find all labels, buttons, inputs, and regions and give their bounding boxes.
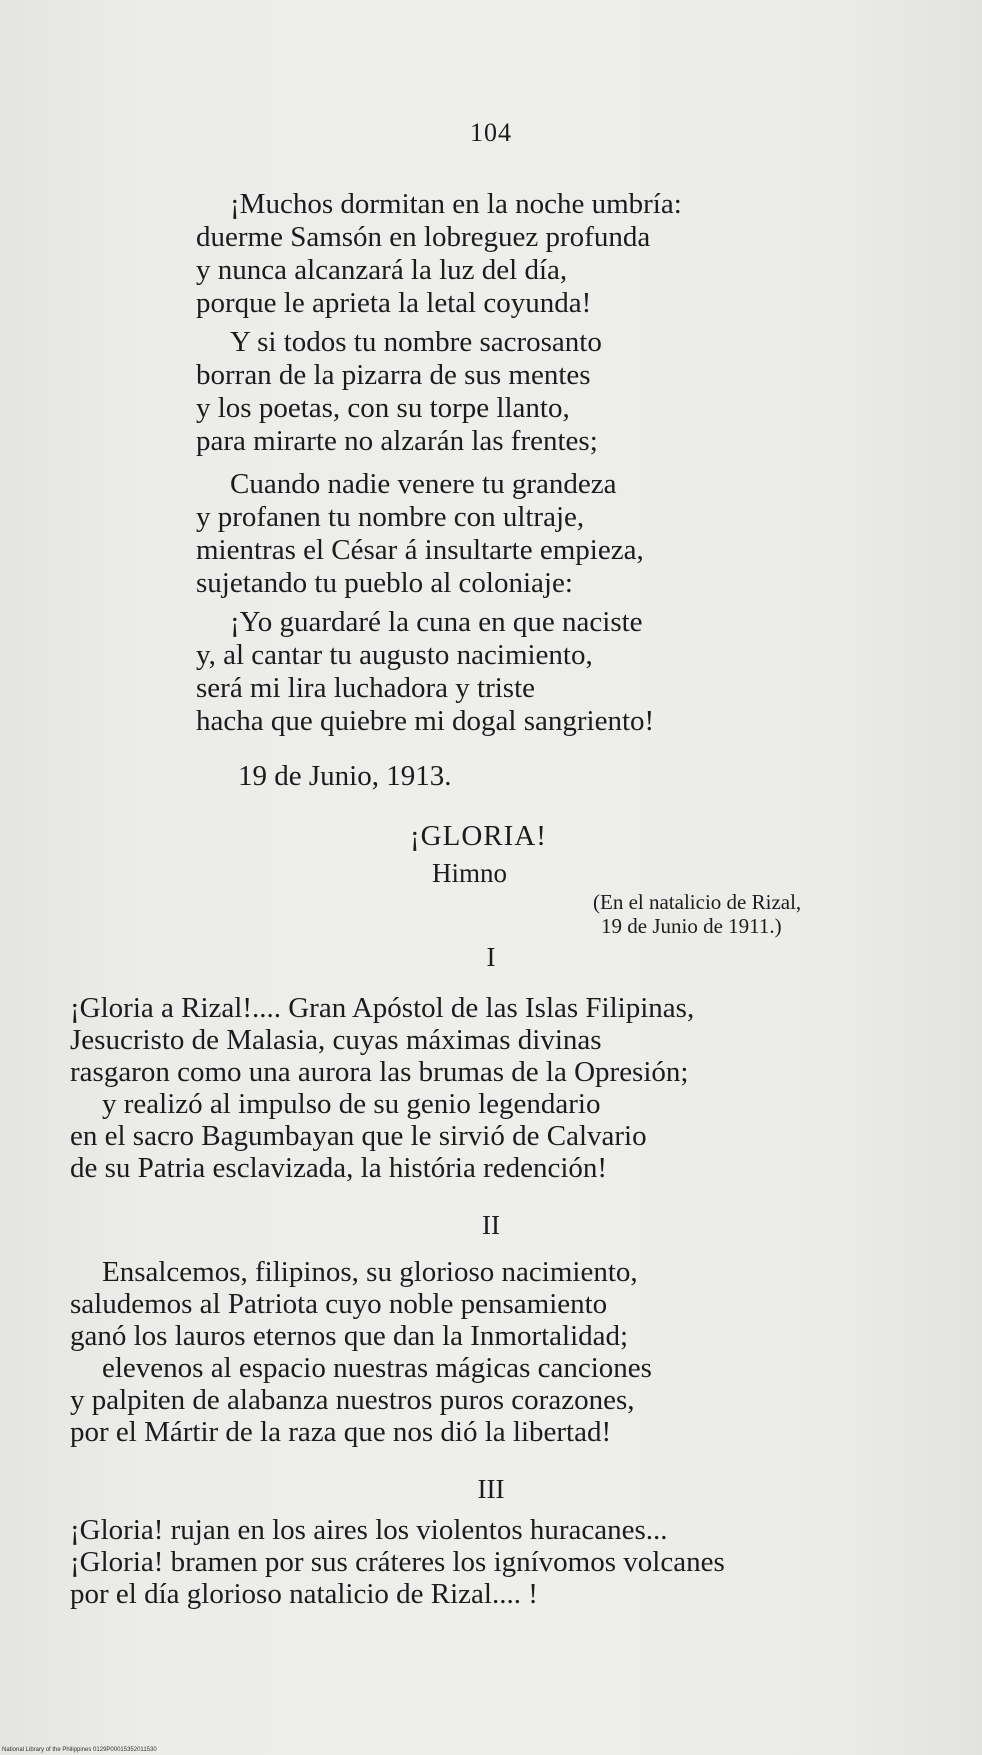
verse-line: en el sacro Bagumbayan que le sirvió de Calvario — [70, 1120, 647, 1152]
poem-date: 19 de Junio, 1913. — [238, 760, 452, 792]
section-numeral: II — [482, 1210, 500, 1240]
stanza-line: para mirarte no alzarán las frentes; — [196, 425, 598, 457]
stanza-line: y profanen tu nombre con ultraje, — [196, 501, 585, 533]
stanza-line: será mi lira luchadora y triste — [196, 672, 536, 704]
page-number: 104 — [470, 118, 512, 147]
stanza-line: ¡Muchos dormitan en la noche umbría: — [230, 188, 682, 220]
dedication-line: (En el natalicio de Rizal, — [593, 890, 802, 914]
section-numeral: III — [477, 1474, 505, 1504]
verse-line: ¡Gloria a Rizal!.... Gran Apóstol de las Islas Filipinas, — [70, 992, 695, 1024]
section-numeral: I — [486, 942, 496, 972]
poem-subtitle: Himno — [432, 858, 508, 888]
stanza-line: borran de la pizarra de sus mentes — [196, 359, 591, 391]
verse-line: ¡Gloria! rujan en los aires los violentos huracanes... — [70, 1514, 668, 1546]
poem-section-2 — [70, 1256, 652, 1448]
stanza-line: sujetando tu pueblo al coloniaje: — [196, 567, 573, 599]
stanza-line: y los poetas, con su torpe llanto, — [196, 392, 570, 424]
verse-line: Jesucristo de Malasia, cuyas máximas divinas — [70, 1024, 602, 1056]
library-footer: National Library of the Philippines 0129P00015352011530 — [2, 1747, 157, 1753]
poem-stanza-4 — [196, 606, 654, 738]
verse-line: Ensalcemos, filipinos, su glorioso nacimiento, — [102, 1256, 638, 1288]
verse-line: ¡Gloria! bramen por sus cráteres los ignívomos volcanes — [70, 1546, 725, 1578]
verse-line: saludemos al Patriota cuyo noble pensamiento — [70, 1288, 608, 1320]
stanza-line: porque le aprieta la letal coyunda! — [196, 287, 592, 319]
poem-section-3 — [70, 1514, 725, 1610]
dedication-line: 19 de Junio de 1911.) — [601, 914, 782, 938]
stanza-line: y nunca alcanzará la luz del día, — [196, 254, 568, 286]
verse-line: y realizó al impulso de su genio legendario — [102, 1088, 601, 1120]
stanza-line: Cuando nadie venere tu grandeza — [230, 468, 617, 500]
stanza-line: mientras el César á insultarte empieza, — [196, 534, 644, 566]
poem-stanza-1 — [196, 188, 682, 320]
verse-line: de su Patria esclavizada, la história redención! — [70, 1152, 608, 1184]
stanza-line: y, al cantar tu augusto nacimiento, — [196, 639, 593, 671]
poem-section-1 — [70, 992, 694, 1184]
verse-line: por el día glorioso natalicio de Rizal.... ! — [70, 1578, 538, 1610]
stanza-line: ¡Yo guardaré la cuna en que naciste — [230, 606, 643, 638]
stanza-line: hacha que quiebre mi dogal sangriento! — [196, 705, 655, 737]
poem-title: ¡GLORIA! — [410, 820, 547, 852]
verse-line: y palpiten de alabanza nuestros puros corazones, — [70, 1384, 635, 1416]
verse-line: por el Mártir de la raza que nos dió la libertad! — [70, 1416, 612, 1448]
verse-line: elevenos al espacio nuestras mágicas canciones — [102, 1352, 652, 1384]
stanza-line: Y si todos tu nombre sacrosanto — [230, 326, 602, 358]
verse-line: rasgaron como una aurora las brumas de la Opresión; — [70, 1056, 689, 1088]
poem-stanza-2 — [196, 326, 602, 458]
verse-line: ganó los lauros eternos que dan la Inmortalidad; — [70, 1320, 629, 1352]
poem-stanza-3 — [196, 468, 644, 600]
stanza-line: duerme Samsón en lobreguez profunda — [196, 221, 651, 253]
poem-dedication — [593, 890, 801, 938]
